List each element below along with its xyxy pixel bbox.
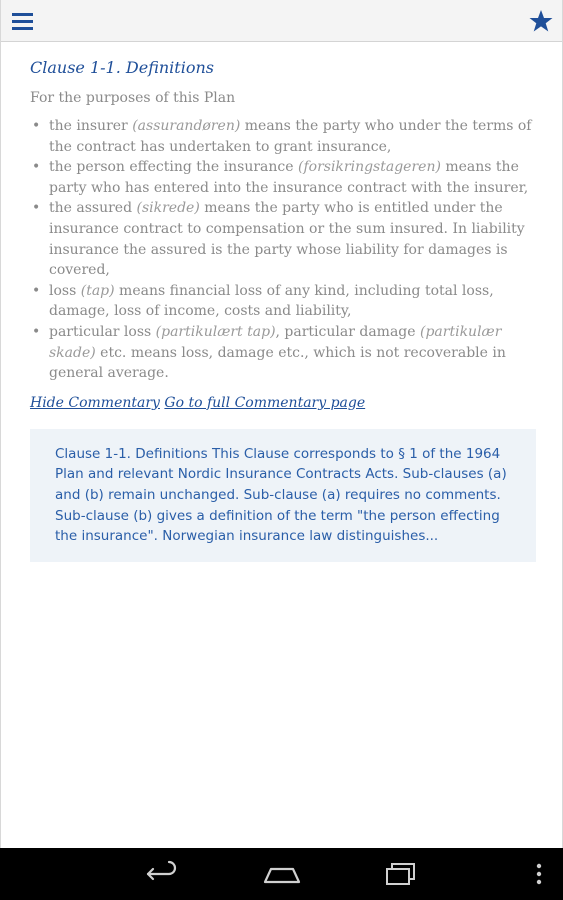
system-nav-bar	[0, 848, 563, 900]
bullet-icon: •	[32, 159, 41, 176]
bullet-icon: •	[32, 323, 41, 340]
list-item: • the insurer (assurandøren) means the party who under the terms of the contract has undertaken to grant insurance,	[32, 118, 532, 155]
list-item: • the person effecting the insurance (forsikringstageren) means the party who has entered into the insurance contract with the insurer,	[32, 159, 529, 196]
hide-commentary-link[interactable]: Hide Commentary	[30, 394, 160, 411]
commentary-links	[30, 393, 536, 413]
definitions-list	[30, 116, 536, 384]
commentary-box[interactable]: Clause 1-1. Definitions This Clause corresponds to § 1 of the 1964 Plan and relevant Nordic Insurance Contracts Acts. Sub-clauses (a) and (b) remain unchanged. Sub-clause (a) requires no comments. Sub-clause (b) gives a definition of the term "the person effecting the insurance". Norwegian insurance law distinguishes...	[30, 429, 536, 562]
clause-title: Clause 1-1. Definitions	[30, 58, 214, 77]
list-item: • particular loss (partikulært tap), particular damage (partikulær skade) etc. means loss, damage etc., which is not recoverable in general average.	[32, 323, 506, 382]
recents-icon[interactable]	[384, 860, 420, 892]
clause-intro: For the purposes of this Plan	[30, 90, 236, 106]
full-commentary-link[interactable]: Go to full Commentary page	[164, 394, 366, 411]
menu-icon[interactable]	[11, 10, 37, 32]
back-icon[interactable]	[143, 860, 181, 892]
list-item: • the assured (sikrede) means the party who is entitled under the insurance contract to compensation or the sum insured. In liability insurance the assured is the party whose liability for damages is covered,	[32, 200, 525, 279]
bullet-icon: •	[32, 282, 41, 299]
bullet-icon: •	[32, 118, 41, 134]
clause-content	[30, 56, 536, 562]
home-icon[interactable]	[262, 860, 302, 892]
bullet-icon: •	[32, 200, 41, 217]
star-icon[interactable]	[528, 8, 554, 34]
action-bar	[1, 0, 562, 42]
overflow-icon[interactable]	[531, 860, 547, 892]
list-item: • loss (tap) means financial loss of any kind, including total loss, damage, loss of income, costs and liability,	[32, 282, 494, 320]
